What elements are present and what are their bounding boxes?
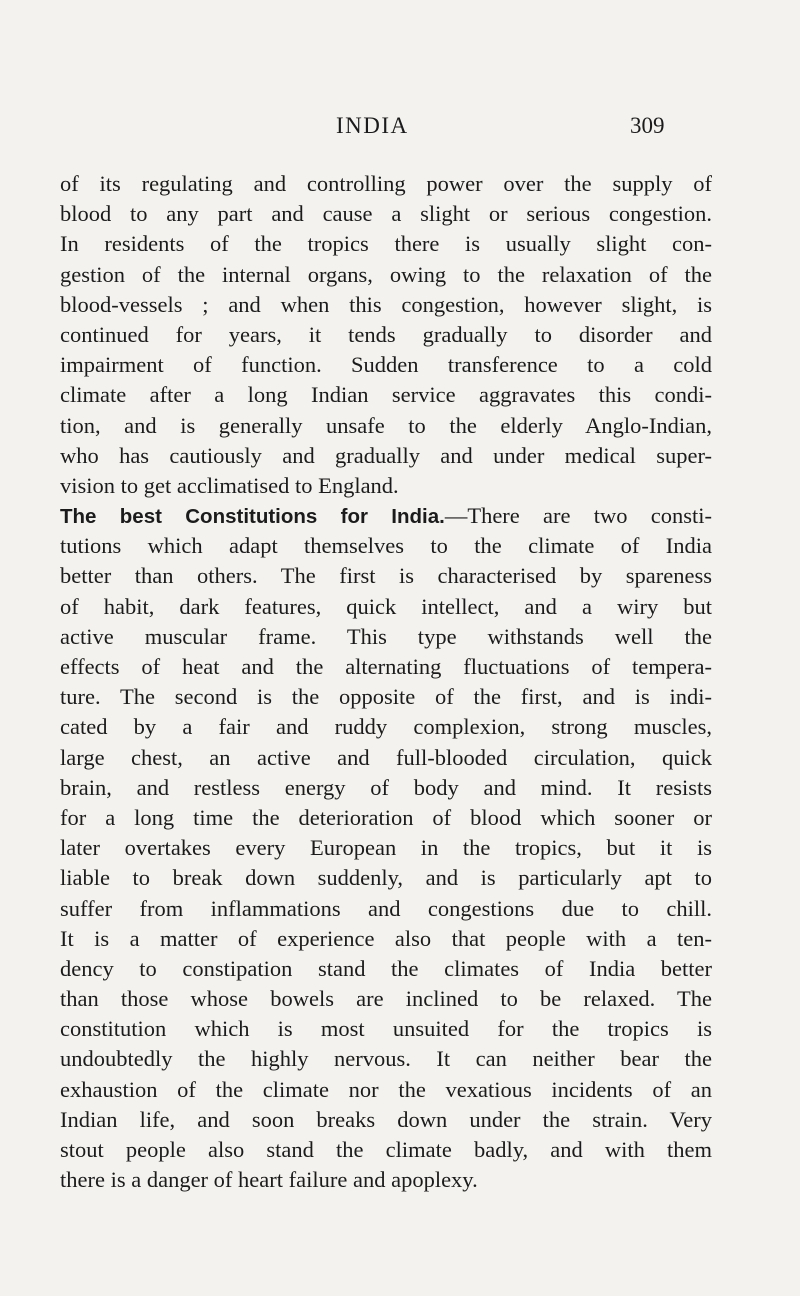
text-line: than those whose bowels are inclined to be relaxed. The	[60, 986, 712, 1012]
section-heading-line	[60, 501, 712, 531]
text-line: constitution which is most unsuited for the tropics is	[60, 1016, 712, 1042]
text-line: climate after a long Indian service aggravates this condi-	[60, 382, 712, 408]
text-line: vision to get acclimatised to England.	[60, 472, 399, 498]
text-line: blood to any part and cause a slight or serious congestion.	[60, 201, 712, 227]
text-line: continued for years, it tends gradually to disorder and	[60, 321, 712, 347]
text-line: active muscular frame. This type withstands well the	[60, 623, 712, 649]
text-line: exhaustion of the climate nor the vexatious incidents of an	[60, 1076, 712, 1102]
body-text	[60, 169, 712, 1195]
text-line: blood-vessels ; and when this congestion, however slight, is	[60, 291, 712, 317]
text-line: better than others. The first is characterised by spareness	[60, 563, 712, 589]
text-line: gestion of the internal organs, owing to the relaxation of the	[60, 261, 712, 287]
section-heading-continuation: —There are two consti-	[444, 503, 712, 529]
text-line: ture. The second is the opposite of the first, and is indi-	[60, 684, 712, 710]
text-line: large chest, an active and full-blooded circulation, quick	[60, 744, 712, 770]
text-line: stout people also stand the climate badly, and with them	[60, 1137, 712, 1162]
section-heading: The best Constitutions for India.	[60, 505, 445, 529]
page-number: 309	[630, 113, 665, 138]
text-line: who has cautiously and gradually and under medical super-	[60, 442, 712, 468]
text-line: suffer from inflammations and congestions due to chill.	[60, 895, 712, 921]
text-line: of its regulating and controlling power over the supply of	[60, 171, 712, 196]
text-line: effects of heat and the alternating fluctuations of tempera-	[60, 654, 712, 679]
text-line: undoubtedly the highly nervous. It can neither bear the	[60, 1046, 712, 1072]
text-line: It is a matter of experience also that people with a ten-	[60, 925, 712, 951]
text-line: liable to break down suddenly, and is particularly apt to	[60, 865, 712, 891]
text-line: Indian life, and soon breaks down under the strain. Very	[60, 1106, 712, 1132]
text-line: later overtakes every European in the tropics, but it is	[60, 835, 712, 861]
text-line: impairment of function. Sudden transference to a cold	[60, 352, 712, 378]
text-line: tion, and is generally unsafe to the elderly Anglo-Indian,	[60, 412, 712, 438]
text-line: cated by a fair and ruddy complexion, strong muscles,	[60, 714, 712, 740]
text-line: brain, and restless energy of body and mind. It resists	[60, 774, 712, 800]
text-line: In residents of the tropics there is usually slight con-	[60, 231, 712, 257]
text-line: dency to constipation stand the climates of India better	[60, 955, 712, 981]
page-header	[0, 113, 800, 147]
text-line: tutions which adapt themselves to the climate of India	[60, 533, 712, 559]
text-line: for a long time the deterioration of blood which sooner or	[60, 804, 712, 830]
running-head: INDIA	[336, 113, 409, 138]
text-line: of habit, dark features, quick intellect, and a wiry but	[60, 593, 712, 619]
text-line: there is a danger of heart failure and apoplexy.	[60, 1167, 478, 1193]
